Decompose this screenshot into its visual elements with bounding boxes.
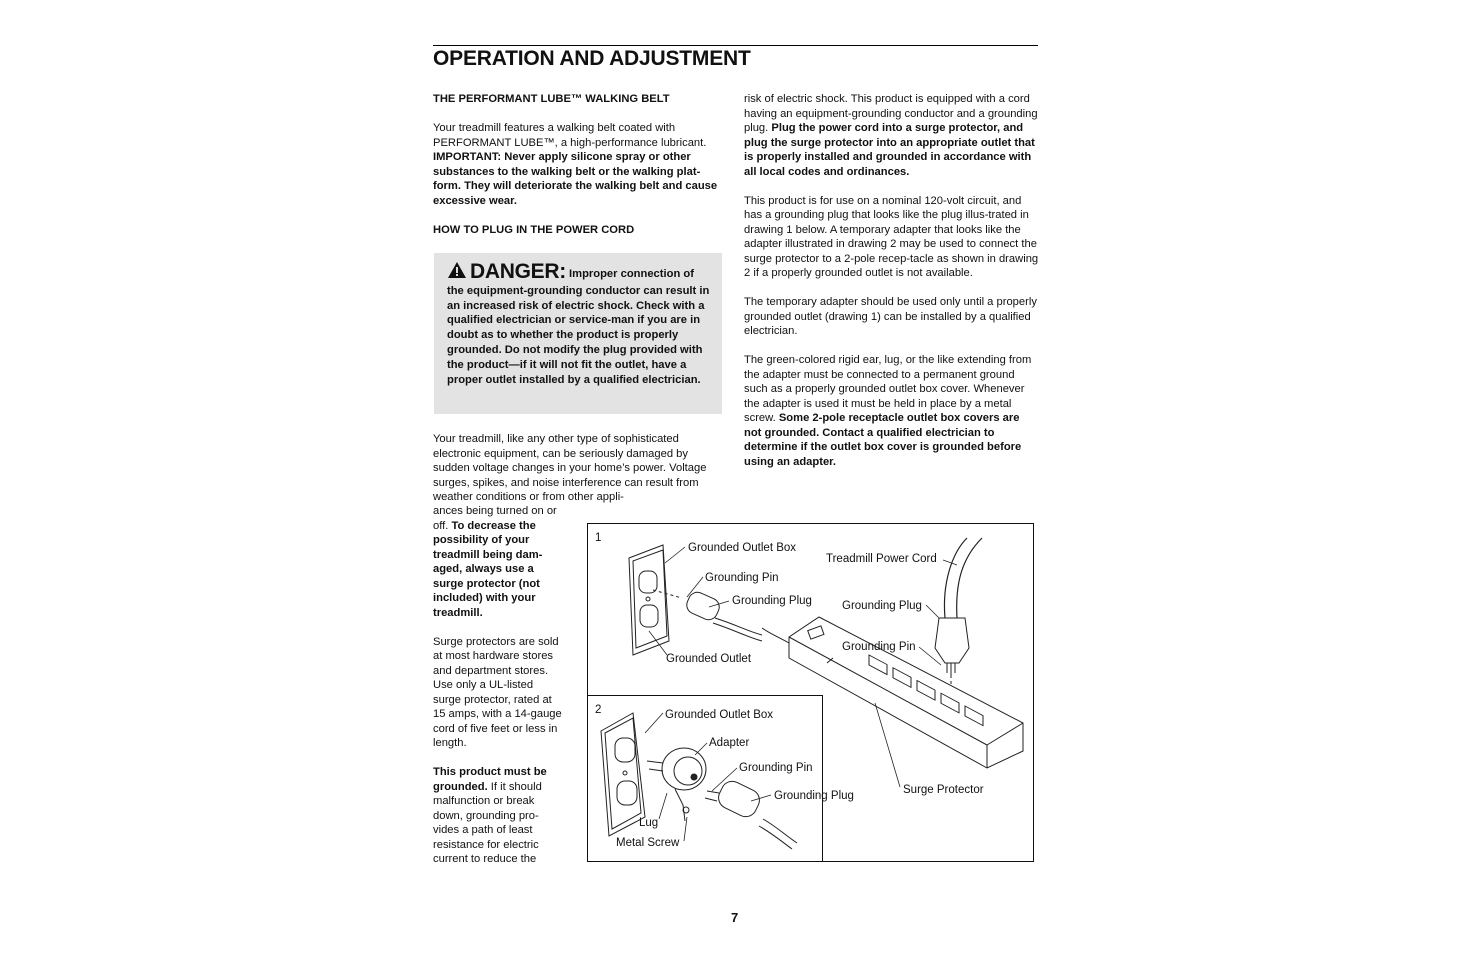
- drawing-1-number: 1: [595, 532, 602, 544]
- right-column: [744, 92, 1039, 484]
- danger-word: DANGER:: [470, 260, 566, 283]
- label-d2-grounding-pin: Grounding Pin: [739, 762, 813, 774]
- belt-important: IMPORTANT: Never apply silicone spray or other substances to the walking belt or the walking plat-form. They will deteriorate the walking belt and cause excessive wear.: [433, 151, 718, 207]
- surge-wide-text: [433, 432, 723, 505]
- warning-triangle-icon: [447, 261, 467, 284]
- surge-paragraph-wide: Your treadmill, like any other type of sophisticated electronic equipment, can be seriously damaged by sudden voltage changes in your home’s power. Voltage surges, spikes, and noise interference can result from weather conditions or from other appli-: [433, 433, 707, 503]
- right-p1-bold: Plug the power cord into a surge protector, and plug the surge protector into an appropriate outlet that is properly installed and grounded in accordance with all local codes and ordinances.: [744, 122, 1035, 178]
- label-d2-outlet-box: Grounded Outlet Box: [665, 709, 774, 721]
- plug-diagram: [587, 523, 1034, 862]
- ground-bold: This product must be grounded.: [433, 766, 547, 793]
- title-rule: [433, 45, 1038, 46]
- right-paragraph-1: [744, 92, 1039, 179]
- right-p4-bold: Some 2-pole receptacle outlet box covers are not grounded. Contact a qualified electrician to determine if the outlet box cover is grounded before using an adapter.: [744, 412, 1022, 468]
- surge-sold-paragraph: Surge protectors are sold at most hardware stores and department stores. Use only a UL-listed surge protector, rated at 15 amps, with a 14-gauge cord of five feet or less in length.: [433, 635, 562, 749]
- ground-paragraph: [433, 765, 563, 867]
- page-title: OPERATION AND ADJUSTMENT: [433, 47, 751, 70]
- label-d1-grounded-outlet: Grounded Outlet: [666, 653, 752, 665]
- label-d1-grounding-pin: Grounding Pin: [705, 572, 779, 584]
- label-d1-grounding-plug: Grounding Plug: [732, 595, 812, 607]
- label-d2-grounding-plug: Grounding Plug: [774, 790, 854, 802]
- belt-paragraph: [433, 121, 728, 208]
- ground-text: If it should malfunction or break down, grounding pro-vides a path of least resistance for electric current to reduce the: [433, 780, 542, 865]
- left-column-narrow: [433, 504, 563, 881]
- label-power-cord: Treadmill Power Cord: [826, 553, 937, 565]
- label-sp-grounding-pin: Grounding Pin: [842, 641, 916, 653]
- surge-paragraph-narrow: [433, 504, 563, 620]
- belt-heading: THE PERFORMANT LUBE™ WALKING BELT: [433, 93, 670, 105]
- right-paragraph-4: [744, 353, 1039, 469]
- plug-heading: HOW TO PLUG IN THE POWER CORD: [433, 223, 635, 236]
- surge-protector-icon: [789, 617, 1023, 768]
- grounded-outlet-box-icon: [629, 545, 669, 655]
- drawing-2-number: 2: [595, 704, 602, 716]
- treadmill-power-cord-icon: [944, 538, 982, 618]
- right-p4-text: The green-colored rigid ear, lug, or the like extending from the adapter must be connected to a permanent ground such as a properly grounded outlet box cover. Whenever the adapter is used it must be held in place by a metal screw.: [744, 354, 1032, 424]
- label-d1-outlet-box: Grounded Outlet Box: [688, 542, 797, 554]
- right-paragraph-3: The temporary adapter should be used only until a properly grounded outlet (drawing 1) can be installed by a qualified electrician.: [744, 296, 1037, 337]
- right-p1-text: risk of electric shock. This product is equipped with a cord having an equipment-grounding conductor and a grounding plug.: [744, 93, 1038, 134]
- label-surge-protector: Surge Protector: [903, 784, 984, 796]
- label-sp-grounding-plug: Grounding Plug: [842, 600, 922, 612]
- page-number: 7: [731, 910, 739, 925]
- right-paragraph-2: This product is for use on a nominal 120-volt circuit, and has a grounding plug that looks like the plug illus-trated in drawing 1 below. A temporary adapter that looks like the adapter illustrated in drawing 2 may be used to connect the surge protector to a 2-pole recep-tacle as shown in drawing 2 if a properly grounded outlet is not available.: [744, 194, 1039, 279]
- label-d2-adapter: Adapter: [709, 737, 750, 749]
- belt-text: Your treadmill features a walking belt coated with PERFORMANT LUBE™, a high-performance lubricant.: [433, 122, 707, 149]
- danger-text: of the equipment-grounding conductor can result in an increased risk of electric shock. Check with a qualified electrician or service-man if you are in doubt as to whether the product is properly grounded. Do not modify the plug provided with the product—if it will not fit the outlet, have a proper outlet installed by a qualified electrician.: [447, 268, 710, 386]
- danger-first-line: Improper connection: [569, 268, 681, 280]
- left-column-top: [433, 92, 728, 252]
- danger-box: [434, 253, 722, 414]
- surge-bold: To decrease the possibility of your treadmill being dam-aged, always use a surge protector (not included) with your treadmill.: [433, 519, 543, 619]
- surge-text-narrow: ances being turned on or off.: [433, 505, 557, 532]
- label-d2-lug: Lug: [639, 817, 659, 829]
- label-d2-metal-screw: Metal Screw: [616, 837, 680, 849]
